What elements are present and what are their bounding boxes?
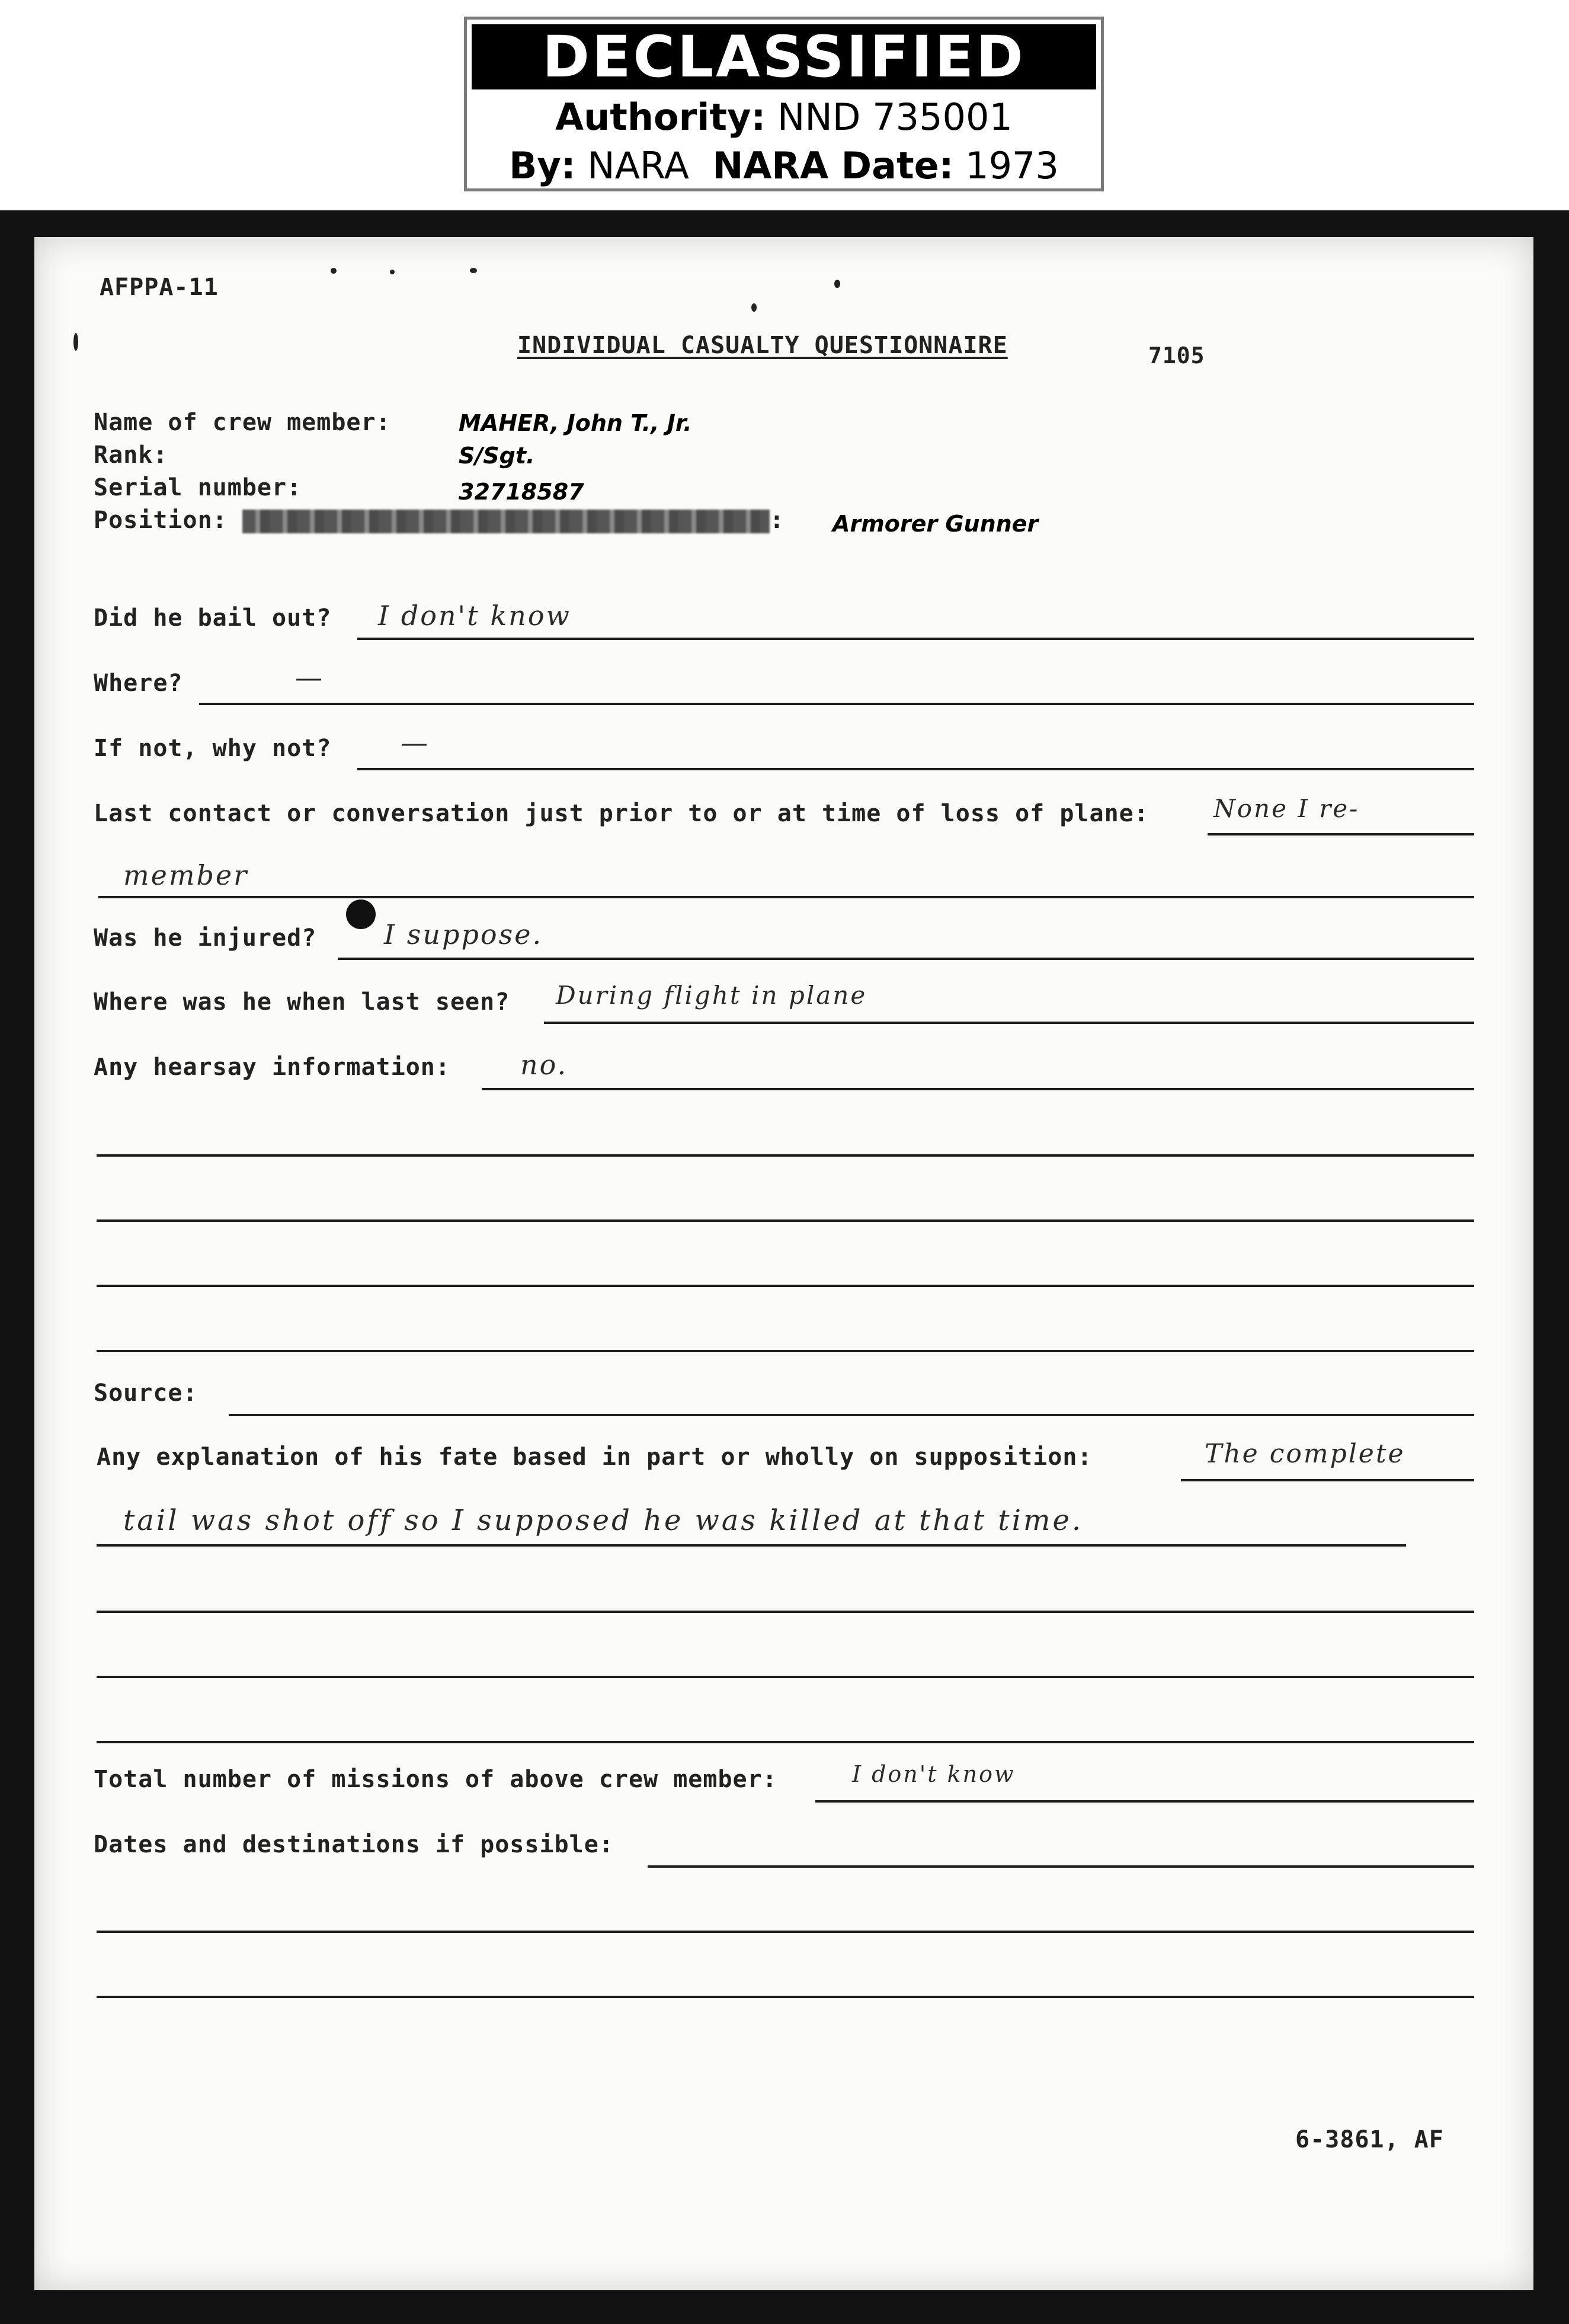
lastseen-answer: During flight in plane bbox=[556, 981, 867, 1010]
date-value: 1973 bbox=[965, 144, 1059, 187]
date-label: NARA Date: bbox=[712, 144, 954, 187]
bail-line bbox=[357, 638, 1474, 640]
scan-speck bbox=[470, 268, 477, 273]
form-title: INDIVIDUAL CASUALTY QUESTIONNAIRE bbox=[517, 332, 1008, 359]
contact-label: Last contact or conversation just prior to or at time of loss of plane: bbox=[94, 800, 1149, 827]
scan-speck bbox=[751, 303, 757, 312]
blank-line bbox=[97, 1996, 1474, 1998]
name-value: MAHER, John T., Jr. bbox=[459, 410, 692, 436]
injured-line bbox=[338, 958, 1474, 960]
scan-speck bbox=[834, 280, 840, 288]
questionnaire-page bbox=[34, 237, 1533, 2290]
explanation-answer-2: tail was shot off so I supposed he was killed at that time. bbox=[123, 1504, 1084, 1537]
explanation-line-2 bbox=[97, 1544, 1406, 1547]
stamp-authority-line bbox=[467, 95, 1101, 139]
form-code: 6-3861, AF bbox=[1295, 2126, 1444, 2153]
hearsay-line bbox=[482, 1088, 1474, 1090]
contact-line-1 bbox=[1208, 833, 1474, 836]
ifnot-answer: — bbox=[401, 726, 430, 758]
authority-label: Authority: bbox=[555, 95, 766, 139]
hearsay-label: Any hearsay information: bbox=[94, 1054, 450, 1081]
form-id: AFPPA-11 bbox=[100, 274, 219, 301]
where-label: Where? bbox=[94, 670, 183, 697]
scan-speck bbox=[331, 268, 337, 274]
ifnot-label: If not, why not? bbox=[94, 735, 332, 762]
injured-label: Was he injured? bbox=[94, 924, 317, 952]
document-number: 7105 bbox=[1148, 342, 1205, 369]
source-label: Source: bbox=[94, 1379, 198, 1407]
by-value: NARA bbox=[587, 144, 690, 187]
explanation-answer-1: The complete bbox=[1205, 1439, 1405, 1469]
by-label: By: bbox=[509, 144, 576, 187]
serial-label: Serial number: bbox=[94, 474, 302, 501]
stamp-heading: DECLASSIFIED bbox=[472, 24, 1096, 89]
missions-line bbox=[815, 1800, 1474, 1803]
blank-line bbox=[97, 1285, 1474, 1287]
authority-value: NND 735001 bbox=[777, 95, 1013, 139]
explanation-label: Any explanation of his fate based in part or wholly on supposition: bbox=[97, 1443, 1093, 1471]
ink-blot bbox=[346, 899, 376, 929]
position-label: Position: bbox=[94, 507, 228, 534]
explanation-line-1 bbox=[1181, 1479, 1474, 1481]
contact-line-2 bbox=[98, 896, 1474, 898]
missions-answer: I don't know bbox=[852, 1761, 1016, 1787]
bail-label: Did he bail out? bbox=[94, 604, 332, 632]
position-value: Armorer Gunner bbox=[832, 511, 1039, 537]
blank-line bbox=[97, 1154, 1474, 1157]
bail-answer: I don't know bbox=[378, 600, 571, 632]
name-label: Name of crew member: bbox=[94, 409, 391, 436]
serial-value: 32718587 bbox=[459, 479, 584, 505]
contact-answer-2: member bbox=[123, 859, 249, 891]
position-row: Position: : bbox=[94, 507, 784, 534]
source-line bbox=[229, 1414, 1474, 1416]
where-answer: — bbox=[295, 661, 324, 693]
dates-line bbox=[648, 1865, 1474, 1868]
stamp-by-line bbox=[467, 144, 1101, 187]
redacted-text bbox=[242, 510, 770, 533]
declassified-stamp bbox=[464, 17, 1104, 191]
rank-label: Rank: bbox=[94, 441, 168, 469]
contact-answer-1: None I re- bbox=[1213, 794, 1360, 823]
scan-speck bbox=[73, 333, 78, 351]
blank-line bbox=[97, 1611, 1474, 1613]
blank-line bbox=[97, 1219, 1474, 1222]
blank-line bbox=[97, 1676, 1474, 1678]
lastseen-label: Where was he when last seen? bbox=[94, 988, 510, 1016]
dates-label: Dates and destinations if possible: bbox=[94, 1831, 614, 1858]
scan-speck bbox=[390, 270, 395, 274]
missions-label: Total number of missions of above crew member: bbox=[94, 1766, 777, 1793]
where-line bbox=[199, 703, 1474, 705]
lastseen-line bbox=[544, 1022, 1474, 1024]
hearsay-answer: no. bbox=[520, 1049, 568, 1081]
blank-line bbox=[97, 1350, 1474, 1352]
ifnot-line bbox=[357, 768, 1474, 770]
blank-line bbox=[97, 1931, 1474, 1933]
injured-answer: I suppose. bbox=[384, 918, 543, 950]
blank-line bbox=[97, 1741, 1474, 1743]
rank-value: S/Sgt. bbox=[459, 443, 535, 469]
